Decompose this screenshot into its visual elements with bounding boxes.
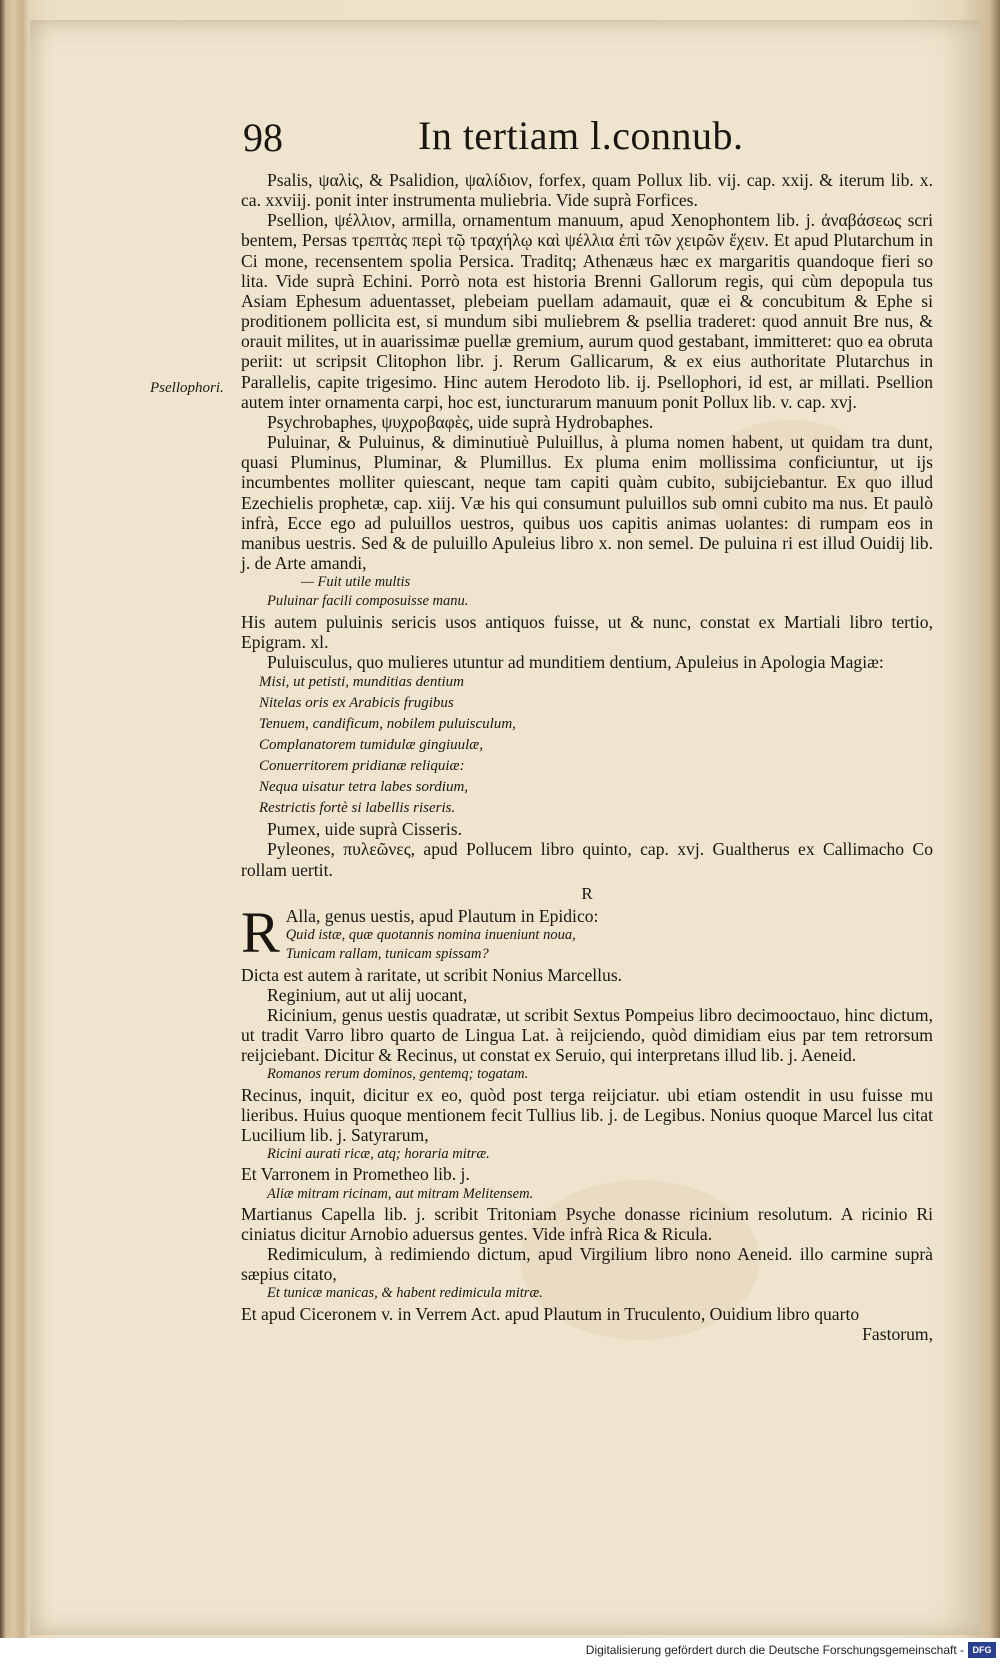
paragraph: Psalis, ψαλὶς, & Psalidion, ψαλίδιον, forfex, quam Pollux lib. vij. cap. xxij. & iterum lib. x. ca. xxviij. ponit inter instrumenta muliebria. Vide suprà Forfices.: [241, 170, 933, 211]
paragraph: Alla, genus uestis, apud Plautum in Epidico:: [285, 905, 599, 926]
verse-line: — Fuit utile multis: [301, 574, 411, 591]
verse-line: Puluinar facili composuisse manu.: [267, 593, 469, 610]
paragraph: Redimiculum, à redimiendo dictum, apud Virgilium libro nono Aeneid. illo carmine suprà sæpius citato,: [241, 1244, 933, 1285]
page-number: 98: [243, 115, 283, 160]
verse-line: Romanos rerum dominos, gentemq; togatam.: [267, 1066, 529, 1083]
paragraph: Martianus Capella lib. j. scribit Tritoniam Psyche donasse ricinium resolutum. A ricinio Ri ciniatus dicitur Arnobio aduersus gentes. Vide infrà Rica & Ricula.: [241, 1203, 933, 1245]
verse-line: Ricini aurati ricæ, atq; horaria mitræ.: [267, 1146, 490, 1163]
verse-line: Conuerritorem pridianæ reliquiæ:: [259, 758, 465, 775]
paragraph: Puluisculus, quo mulieres utuntur ad munditiem dentium, Apuleius in Apologia Magiæ:: [267, 652, 884, 673]
verse-line: Nitelas oris ex Arabicis frugibus: [259, 695, 454, 712]
margin-note: Psellophori.: [150, 380, 224, 396]
verse-line: Tenuem, candificum, nobilem puluisculum,: [259, 716, 516, 733]
footer-bar: [0, 1638, 1000, 1664]
verse-line: Quid istæ, quæ quotannis nomina inueniunt noua,: [285, 926, 576, 943]
verse-line: Misi, ut petisti, munditias dentium: [259, 674, 464, 691]
footer-credit: Digitalisierung gefördert durch die Deutsche Forschungsgemeinschaft -: [585, 1643, 964, 1657]
dfg-logo: DFG: [968, 1642, 996, 1658]
verse-line: Tunicam rallam, tunicam spissam?: [285, 946, 489, 963]
paragraph: Et apud Ciceronem v. in Verrem Act. apud Plautum in Truculento, Ouidium libro quarto: [241, 1303, 860, 1324]
page-header: [0, 108, 1000, 164]
paragraph: Pumex, uide suprà Cisseris.: [267, 819, 462, 840]
paragraph: Psellion, ψέλλιον, armilla, ornamentum manuum, apud Xenophontem lib. j. ἀναβάσεως scri bentem, Persas τρεπτὰς περὶ τῷ τραχήλῳ καὶ ψέλλια ἐπὶ τῶν χειρῶν ἔχειν. Et apud Plutarchum in Ci mone, recensentem spolia Persica. Traditq; Athenæus hæc ex margaritis quandoque fieri so lita. Vide suprà Echini. Porrò nota est historia Brenni Gallorum regis, qui cùm depopula tus Asiam Ephesum aduentasset, plebeiam puellam adamauit, quæ ei & concubitum & Ephe si proditionem pollicita est, si mundum sibi muliebrem & psellia traderet: quod annuit Bre nus, & orauit milites, ut in auarissimæ puellæ gremium, aurum quod gestabant, immitteret: quo ea obruta periit: ut scripsit Clitophon libr. j. Rerum Gallicarum, & ex eius authoritate Plutarchus in Parallelis, capite trigesimo. Hinc autem Herodoto lib. ij. Psellophori, id est, ar millati. Psellion autem inter ornamenta carpi, hoc est, iuncturarum manuum ponit Pollux lib. v. cap. xvj.: [241, 210, 933, 412]
paragraph: Recinus, inquit, dicitur ex eo, quòd post terga reijciatur. ubi etiam ostendit in usu fuisse mu lieribus. Huius quoque mentionem fecit Tullius lib. j. de Legibus. Nonius quoque Marcel lus citat Lucilium lib. j. Satyrarum,: [241, 1084, 933, 1145]
verse-line: Restrictis fortè si labellis riseris.: [259, 800, 456, 817]
paragraph: Ricinium, genus uestis quadratæ, ut scribit Sextus Pompeius libro decimooctauo, hinc dictum, ut tradit Varro libro quarto de Lingua Lat. à reijciendo, quòd dimidiam eius par tem retrorsum reijciebant. Dicitur & Recinus, ut constat ex Seruio, qui interpretans illud lib. j. Aeneid.: [241, 1004, 933, 1066]
body-text: [241, 170, 933, 1344]
paragraph: Reginium, aut ut alij uocant,: [267, 984, 468, 1005]
running-head: In tertiam l.connub.: [418, 113, 744, 158]
paragraph: Psychrobaphes, ψυχροβαφὲς, uide suprà Hydrobaphes.: [267, 411, 654, 432]
verse-line: Et tunicæ manicas, & habent redimicula mitræ.: [267, 1285, 543, 1302]
verse-line: Nequa uisatur tetra labes sordium,: [259, 779, 469, 796]
paragraph: Puluinar, & Puluinus, & diminutiuè Puluillus, à pluma nomen habent, ut quidam tra dunt, quasi Pluminus, Pluminar, & Plumillus. Ex pluma enim mollissima conficiuntur, ut ijs incumbentes molliter quiescant, neque tam capiti quàm cubito, subijciebantur. Ex quo illud Ezechielis prophetæ, cap. xiij. Væ his qui consumunt puluillos sub omni cubito ma nus. Et paulò infrà, Ecce ego ad puluillos uestros, quibus uos capitis animas uolantes: di rumpam eos in manibus uestris. Sed & de puluillo Apuleius libro x. non semel. De puluina ri est illud Ouidij lib. j. de Arte amandi,: [241, 432, 933, 573]
verse-line: Complanatorem tumidulæ gingiuulæ,: [259, 737, 484, 754]
catchword: Fastorum,: [862, 1323, 933, 1344]
paragraph: Dicta est autem à raritate, ut scribit Nonius Marcellus.: [241, 964, 623, 985]
paragraph: Et Varronem in Prometheo lib. j.: [241, 1164, 470, 1185]
dropcap: R: [241, 899, 280, 965]
paragraph: His autem puluinis sericis usos antiquos fuisse, ut & nunc, constat ex Martiali libro tertio, Epigram. xl.: [241, 611, 933, 652]
paragraph: Pyleones, πυλεῶνες, apud Pollucem libro quinto, cap. xvj. Gualtherus ex Callimacho Co rollam uertit.: [241, 839, 933, 880]
section-letter: R: [581, 883, 593, 903]
verse-line: Aliæ mitram ricinam, aut mitram Melitensem.: [267, 1185, 534, 1202]
dropcap-block: [241, 899, 933, 965]
